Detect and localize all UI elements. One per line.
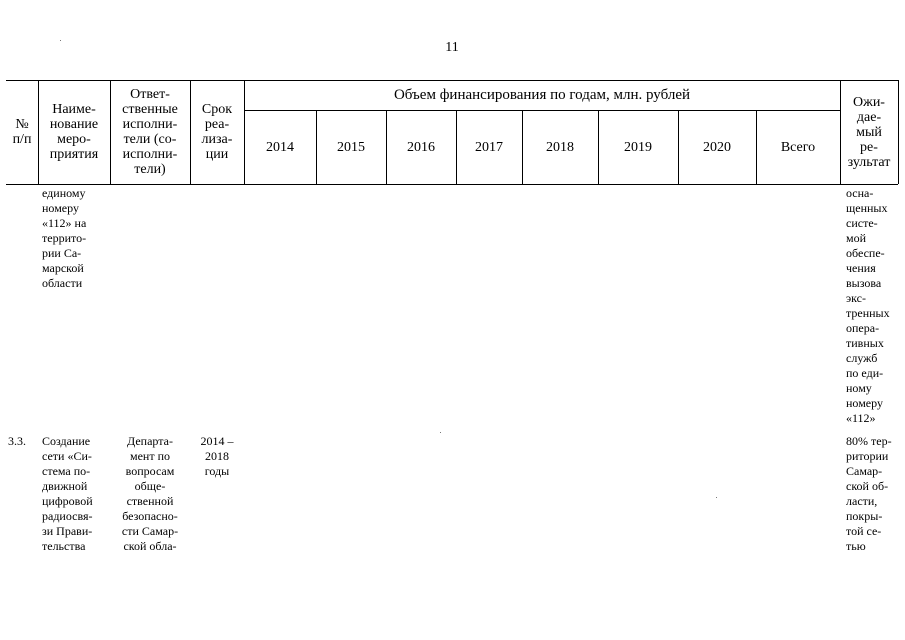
header-num: № п/п (12, 117, 32, 147)
header-executors: Ответ- ственные исполни- тели (со- исполни- тели) (122, 87, 178, 177)
col-border (898, 80, 899, 184)
header-year-2014: 2014 (266, 139, 294, 155)
header-result: Ожи- дае- мый ре- зультат (847, 94, 891, 170)
row-result: осна- щенных систе- мой обеспе- чения вызова экс- тренных опера- тивных служб по еди- ному номеру «112» (846, 186, 890, 425)
header-name: Наиме- нование меро- приятия (49, 102, 99, 162)
header-year-2016: 2016 (407, 139, 435, 155)
row-term: 2014 – 2018 годы (200, 434, 234, 478)
header-bottom-border (6, 184, 898, 185)
scan-speck (716, 497, 717, 498)
header-year-2015: 2015 (337, 139, 365, 155)
header-year-2019: 2019 (624, 139, 652, 155)
page-number: 11 (445, 40, 459, 55)
header-term: Срок реа- лиза- ции (201, 102, 233, 162)
header-year-2018: 2018 (546, 139, 574, 155)
row-result: 80% тер- ритории Самар- ской об- ласти, покры- той се- тью (846, 434, 892, 553)
row-number: 3.3. (8, 434, 26, 448)
header-funding: Объем финансирования по годам, млн. рублей (393, 86, 691, 103)
header-year-2020: 2020 (703, 139, 731, 155)
header-year-total: Всего (780, 139, 816, 155)
row-name: Создание сети «Си- стема по- движной цифровой радиосвя- зи Прави- тельства (42, 434, 93, 553)
scan-speck (60, 40, 61, 41)
header-year-2017: 2017 (475, 139, 503, 155)
row-executor: Департа- мент по вопросам обще- ственной безопасно- сти Самар- ской обла- (121, 434, 179, 553)
scan-speck (440, 432, 441, 433)
row-name: единому номеру «112» на террито- рии Са- марской области (42, 186, 87, 290)
